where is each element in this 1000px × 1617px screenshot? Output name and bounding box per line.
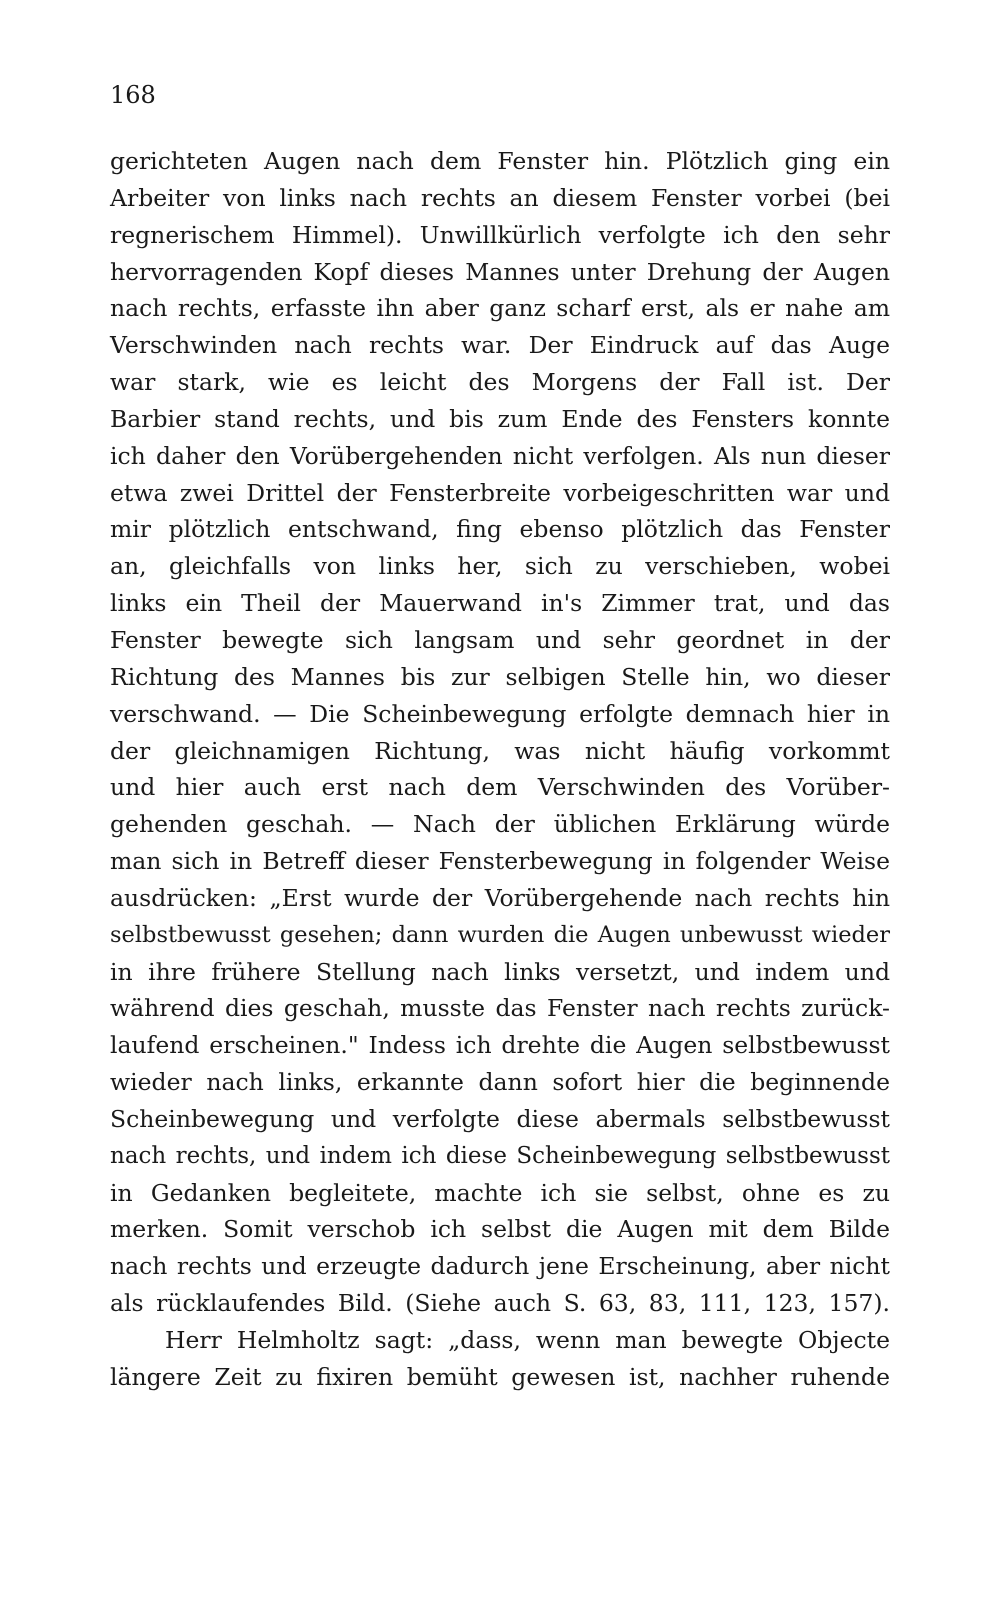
text-line: regnerischem Himmel). Unwillkürlich verfolgte ich den sehr <box>110 220 890 249</box>
text-line: und hier auch erst nach dem Verschwinden des Vorüber- <box>110 773 890 802</box>
body-text <box>110 143 890 1396</box>
text-line: selbstbewusst gesehen; dann wurden die Augen unbewusst wieder <box>110 921 890 948</box>
text-line: man sich in Betreff dieser Fensterbewegung in folgender Weise <box>110 847 890 876</box>
text-line: mir plötzlich entschwand, fing ebenso plötzlich das Fenster <box>110 515 890 544</box>
text-line: Fenster bewegte sich langsam und sehr geordnet in der <box>110 625 890 654</box>
text-line: verschwand. — Die Scheinbewegung erfolgte demnach hier in <box>110 699 890 728</box>
text-line: etwa zwei Drittel der Fensterbreite vorbeigeschritten war und <box>110 478 890 507</box>
text-line: nach rechts, erfasste ihn aber ganz scharf erst, als er nahe am <box>110 294 890 323</box>
text-line: gehenden geschah. — Nach der üblichen Erklärung würde <box>110 810 890 839</box>
text-line: nach rechts, und indem ich diese Scheinbewegung selbstbewusst <box>110 1142 890 1169</box>
text-line: in Gedanken begleitete, machte ich sie selbst, ohne es zu <box>110 1178 890 1207</box>
text-line: links ein Theil der Mauerwand in's Zimmer trat, und das <box>110 589 890 618</box>
text-line: an, gleichfalls von links her, sich zu verschieben, wobei <box>110 552 890 581</box>
text-line: als rücklaufendes Bild. (Siehe auch S. 63, 83, 111, 123, 157). <box>110 1289 890 1318</box>
text-line: in ihre frühere Stellung nach links versetzt, und indem und <box>110 957 890 986</box>
text-line: Herr Helmholtz sagt: „dass, wenn man bewegte Objecte <box>165 1326 890 1354</box>
text-line: Verschwinden nach rechts war. Der Eindruck auf das Auge <box>110 331 890 360</box>
text-line: Richtung des Mannes bis zur selbigen Stelle hin, wo dieser <box>110 662 890 691</box>
text-line: gerichteten Augen nach dem Fenster hin. Plötzlich ging ein <box>110 147 890 175</box>
text-line: Scheinbewegung und verfolgte diese abermals selbstbewusst <box>110 1104 890 1133</box>
page-number: 168 <box>110 81 156 109</box>
text-line: Arbeiter von links nach rechts an diesem Fenster vorbei (bei <box>110 183 890 212</box>
text-line: Barbier stand rechts, und bis zum Ende des Fensters konnte <box>110 404 890 433</box>
text-line: nach rechts und erzeugte dadurch jene Erscheinung, aber nicht <box>110 1252 890 1281</box>
text-line: ausdrücken: „Erst wurde der Vorübergehende nach rechts hin <box>110 883 890 912</box>
text-line: wieder nach links, erkannte dann sofort hier die beginnende <box>110 1068 890 1097</box>
text-line: merken. Somit verschob ich selbst die Augen mit dem Bilde <box>110 1215 890 1244</box>
text-line: der gleichnamigen Richtung, was nicht häufig vorkommt <box>110 736 890 765</box>
text-line: ich daher den Vorübergehenden nicht verfolgen. Als nun dieser <box>110 441 890 470</box>
text-line: hervorragenden Kopf dieses Mannes unter Drehung der Augen <box>110 257 890 286</box>
text-line: laufend erscheinen." Indess ich drehte die Augen selbstbewusst <box>110 1031 890 1060</box>
text-line: war stark, wie es leicht des Morgens der Fall ist. Der <box>110 368 890 397</box>
text-line: während dies geschah, musste das Fenster nach rechts zurück- <box>110 994 890 1023</box>
text-line: längere Zeit zu fixiren bemüht gewesen ist, nachher ruhende <box>110 1362 890 1391</box>
